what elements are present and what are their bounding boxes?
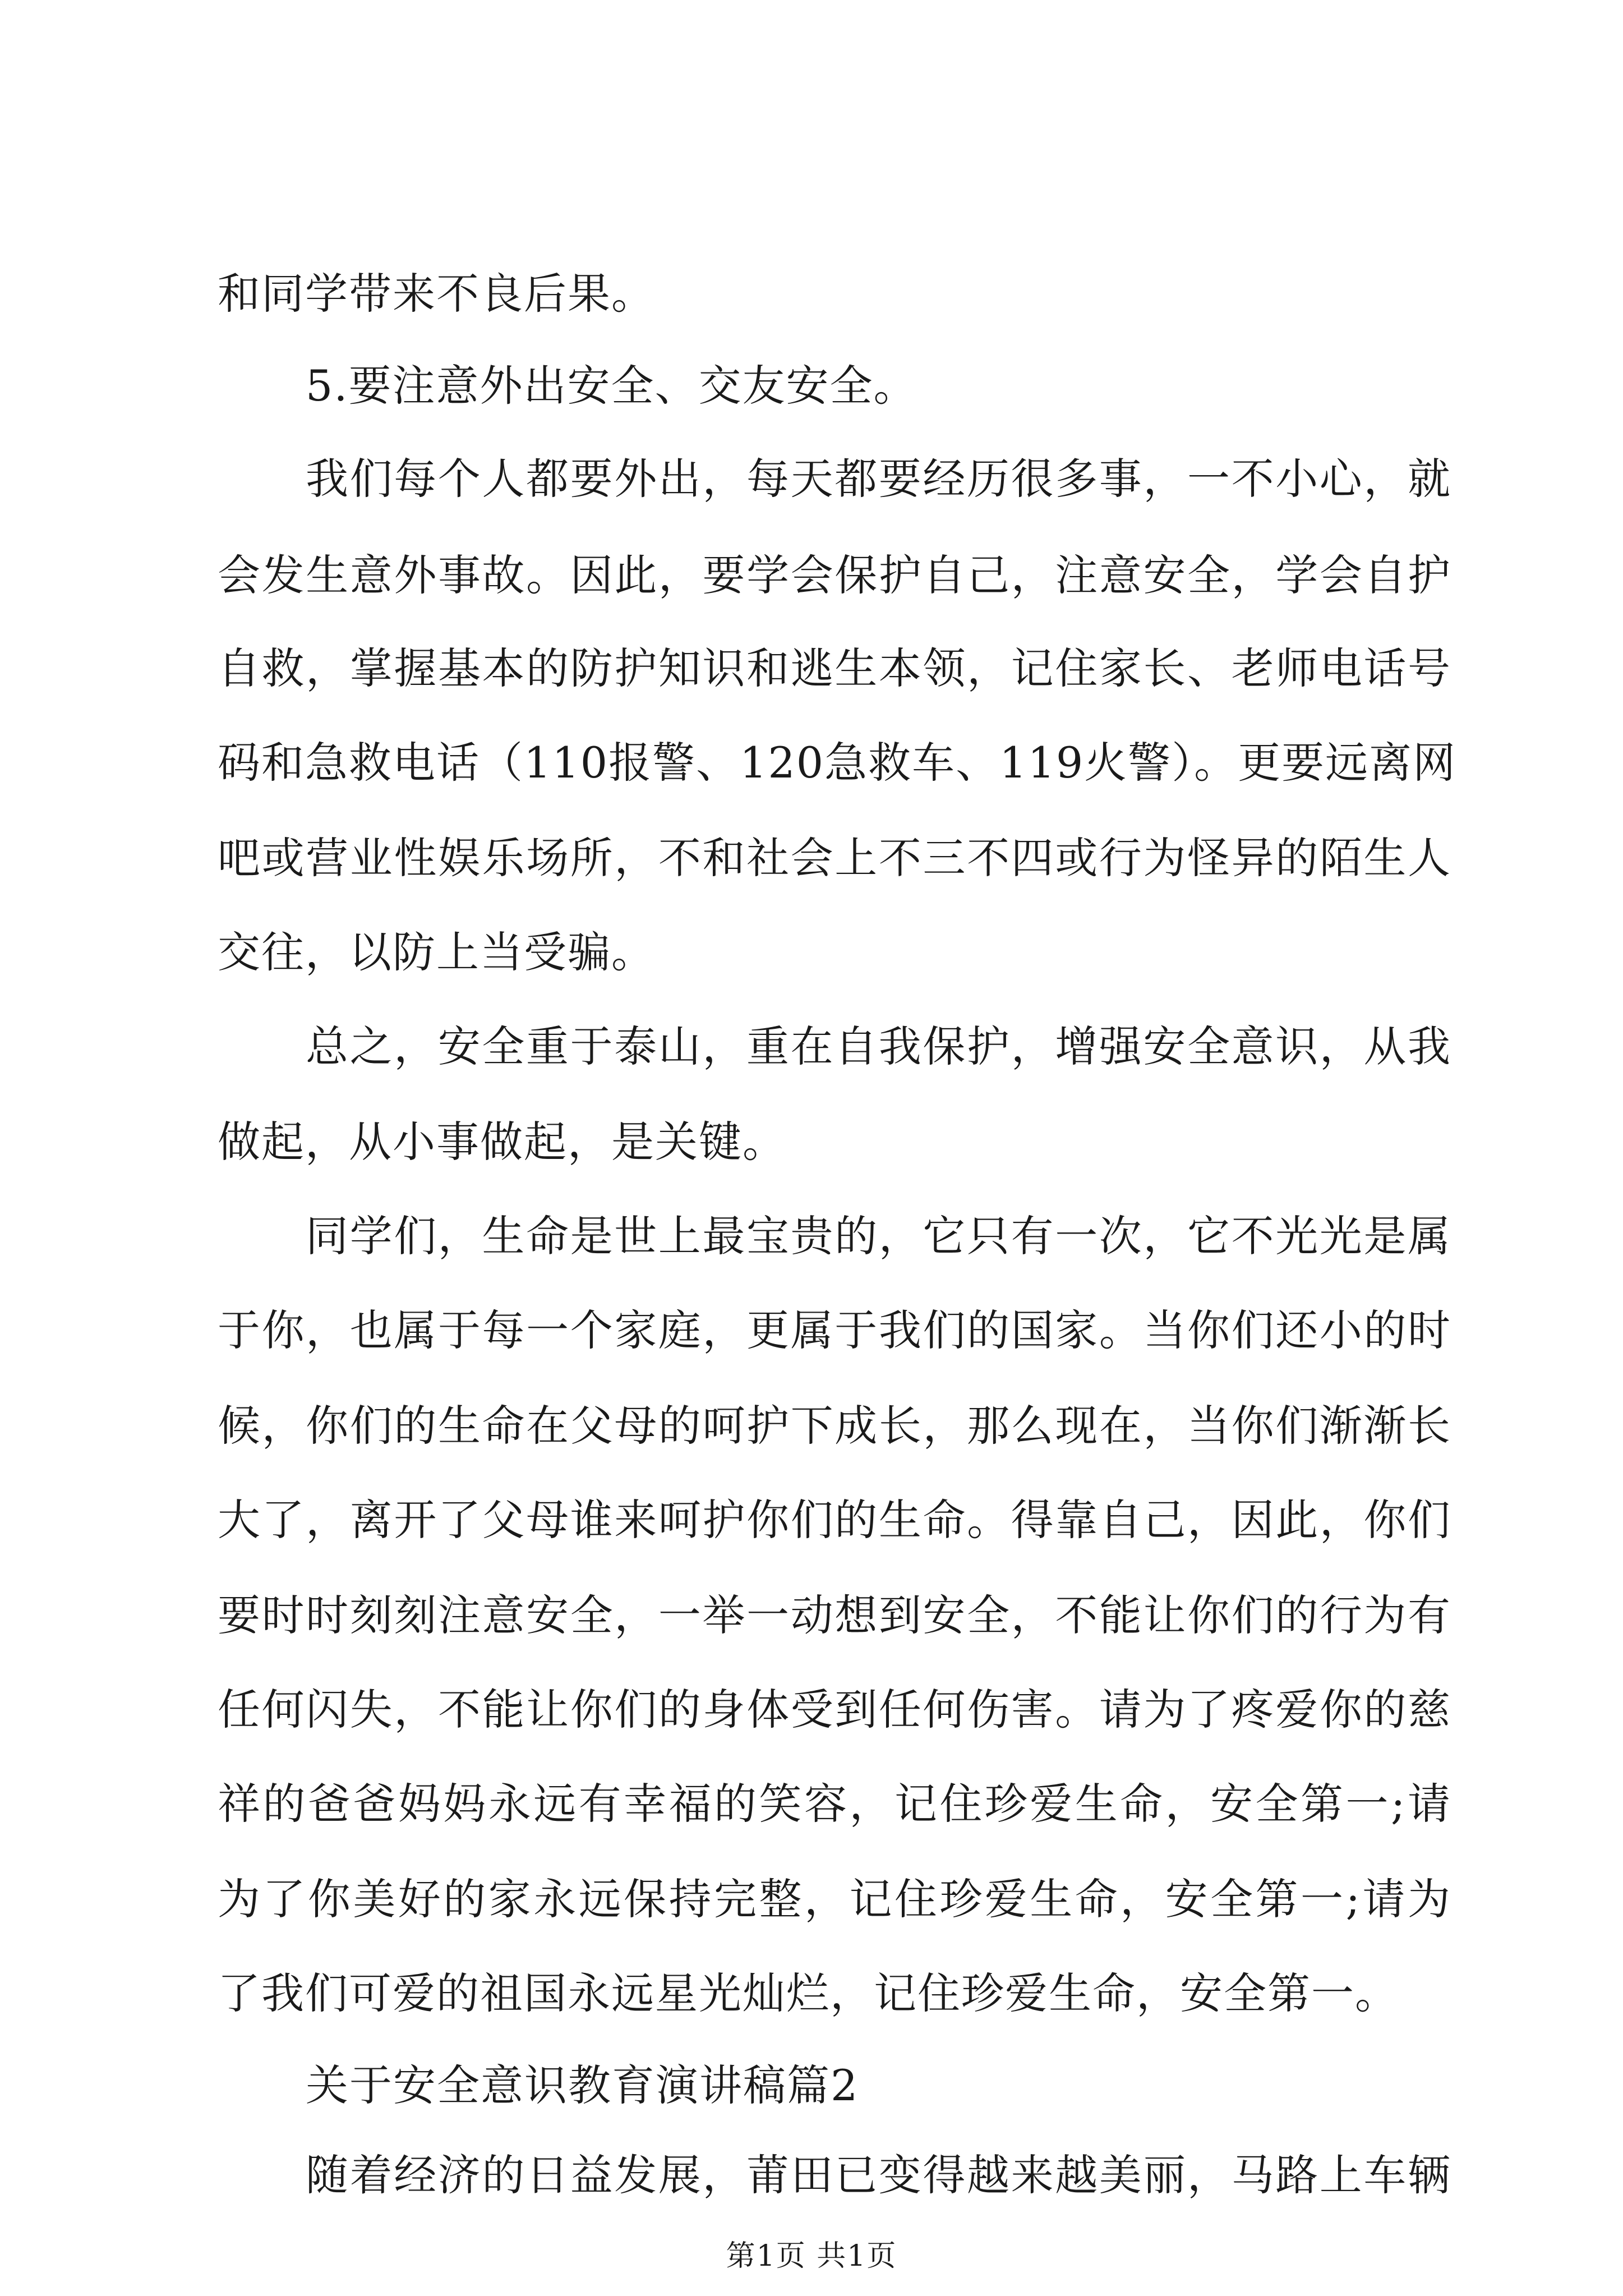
text-line: 我们每个人都要外出，每天都要经历很多事，一不小心，就 [306,454,1451,504]
text-line: 自救，掌握基本的防护知识和逃生本领，记住家长、老师电话号 [218,643,1451,693]
text-line: 做起，从小事做起，是关键。 [218,1117,786,1167]
text-line: 任何闪失，不能让你们的身体受到任何伤害。请为了疼爱你的慈 [218,1685,1451,1734]
text-line: 随着经济的日益发展，莆田已变得越来越美丽，马路上车辆 [306,2150,1451,2200]
text-line: 会发生意外事故。因此，要学会保护自己，注意安全，学会自护 [218,550,1451,600]
text-line: 要时时刻刻注意安全，一举一动想到安全，不能让你们的行为有 [218,1590,1451,1640]
text-line: 祥的爸爸妈妈永远有幸福的笑容，记住珍爱生命，安全第一;请 [218,1779,1451,1829]
text-line: 候，你们的生命在父母的呵护下成长，那么现在，当你们渐渐长 [218,1401,1451,1451]
text-line: 为了你美好的家永远保持完整，记住珍爱生命，安全第一;请为 [218,1874,1451,1924]
page-footer: 第1页 共1页 [726,2239,897,2273]
text-line: 于你，也属于每一个家庭，更属于我们的国家。当你们还小的时 [218,1305,1451,1355]
text-line: 和同学带来不良后果。 [218,269,655,319]
text-line: 大了，离开了父母谁来呵护你们的生命。得靠自己，因此，你们 [218,1495,1451,1545]
text-line: 总之，安全重于泰山，重在自我保护，增强安全意识，从我 [306,1022,1451,1071]
section-heading: 关于安全意识教育演讲稿篇2 [306,2060,859,2110]
text-line: 交往，以防上当受骗。 [218,927,655,977]
text-line: 5.要注意外出安全、交友安全。 [306,361,917,411]
text-line: 同学们，生命是世上最宝贵的，它只有一次，它不光光是属 [306,1211,1451,1261]
text-line: 吧或营业性娱乐场所，不和社会上不三不四或行为怪异的陌生人 [218,833,1451,883]
text-line: 了我们可爱的祖国永远星光灿烂，记住珍爱生命，安全第一。 [218,1968,1399,2018]
text-line: 码和急救电话（110报警、120急救车、119火警）。更要远离网 [218,738,1457,788]
